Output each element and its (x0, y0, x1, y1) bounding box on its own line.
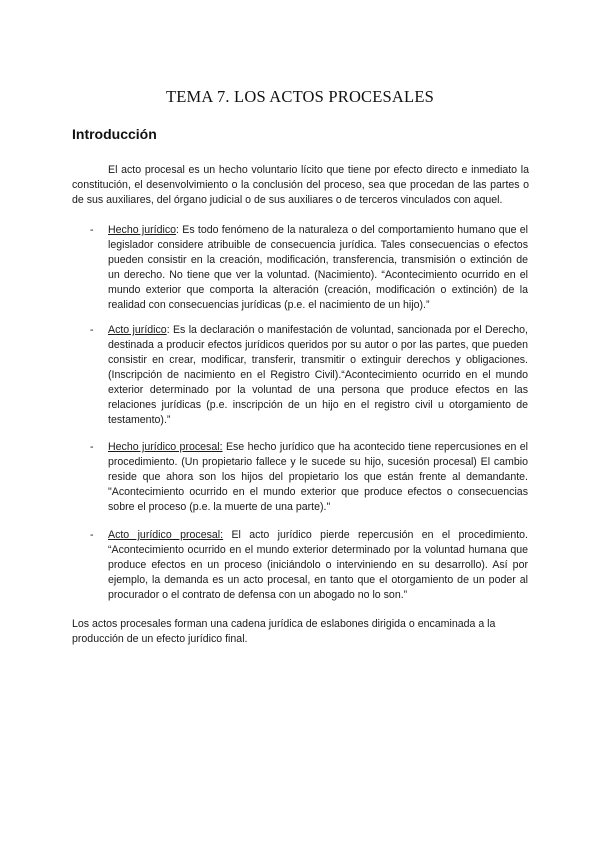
definition-acto-juridico (90, 323, 528, 428)
definition-text: : Es todo fenómeno de la naturaleza o del comportamiento humano que el legislador considere atribuible de consecuencia jurídica. Tales consecuencias o efectos pueden consistir en la creación, modificación, transferencia, transmisión o extinción de un derecho. No tiene que ver la voluntad. (Nacimiento). “Acontecimiento ocurrido en el mundo exterior que comporta la alteración (creación, modificación o extinción) de la realidad con consecuencias jurídicas (p.e. el nacimiento de un hijo).” (108, 224, 528, 311)
definition-text: : Es la declaración o manifestación de voluntad, sancionada por el Derecho, destinada a producir efectos jurídicos queridos por su autor o por las partes, que pueden consistir en crear, modificar, transferir, transmitir o extinguir derechos y obligaciones. (Inscripción de nacimiento en el Registro Civil).“Acontecimiento ocurrido en el mundo exterior determinado por la voluntad de una persona que produce efectos en las relaciones jurídicas (p.e. inscripción de un hijo en el registro civil u otorgamiento de testamento).” (108, 324, 529, 426)
bullet-marker: - (90, 529, 94, 541)
bullet-marker: - (90, 441, 94, 453)
definition-acto-juridico-procesal (90, 528, 528, 603)
definition-term: Hecho jurídico procesal: (108, 441, 223, 453)
definition-text: El acto jurídico pierde repercusión en el procedimiento. “Acontecimiento ocurrido en el mundo exterior determinado por la voluntad humana que produce efectos en un proceso (iniciándolo o interviniendo en su desarrollo). Así por ejemplo, la demanda es un acto procesal, en tanto que el otorgamiento de un poder al procurador o el contrato de defensa con un abogado no lo son.” (108, 529, 528, 601)
bullet-marker: - (90, 224, 94, 236)
definition-term: Acto jurídico (108, 324, 167, 336)
definition-body (108, 323, 528, 428)
definition-body (108, 440, 528, 515)
closing-paragraph: Los actos procesales forman una cadena jurídica de eslabones dirigida o encaminada a la producción de un efecto jurídico final. (72, 618, 496, 645)
definition-term: Acto jurídico procesal: (108, 529, 224, 541)
definition-body (108, 223, 528, 313)
definition-term: Hecho jurídico (108, 224, 177, 236)
definition-hecho-juridico-procesal (90, 440, 528, 515)
definition-body (108, 528, 528, 603)
definition-text: Ese hecho jurídico que ha acontecido tiene repercusiones en el procedimiento. (Un propietario fallece y le sucede su hijo, sucesión procesal) El cambio reside que ahora son los hijos del propietario los que están frente al demandante. "Acontecimiento ocurrido en el mundo exterior que produce efectos o consecuencias sobre el proceso (p.e. la muerte de una parte)." (108, 441, 528, 513)
intro-paragraph: El acto procesal es un hecho voluntario lícito que tiene por efecto directo e inmediato la constitución, el desenvolvimiento o la conclusión del proceso, sea que procedan de las partes o de sus auxiliares, del órgano judicial o de sus auxiliares o de terceros vinculados con aquel. (72, 164, 529, 206)
page-title: TEMA 7. LOS ACTOS PROCESALES (166, 87, 434, 106)
definition-hecho-juridico (90, 223, 528, 313)
bullet-marker: - (90, 324, 94, 336)
section-heading: Introducción (72, 126, 157, 142)
